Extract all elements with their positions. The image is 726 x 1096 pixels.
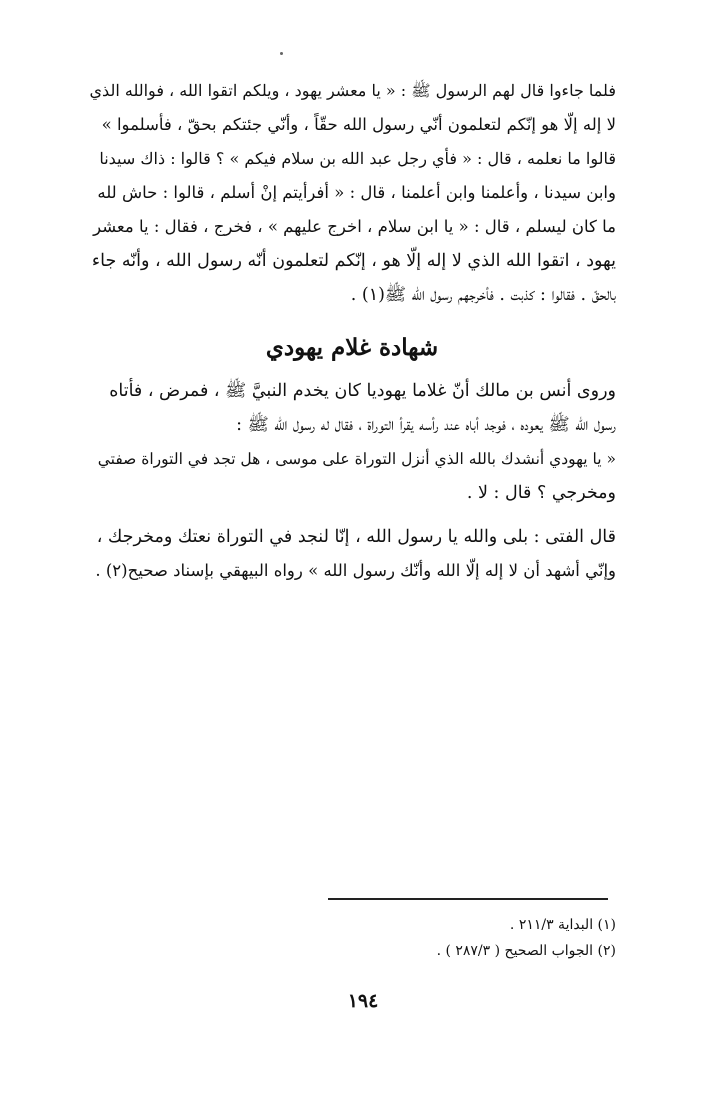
text-line: « يا يهودي أنشدك بالله الذي أنزل التوراة على موسى ، هل تجد في التوراة صفتي [97,450,616,468]
text-line: رسول الله ﷺ يعوده ، فوجد أباه عند رأسه يقرأ التوراة ، فقال له رسول الله ﷺ : [236,415,616,435]
footnote: (٢) الجواب الصحيح ( ٢٨٧/٣ ) . [436,943,616,959]
footnote: (١) البداية ٢١١/٣ . [509,917,616,933]
text-line: ومخرجي ؟ قال : لا . [466,483,616,503]
paragraph-3 [88,520,616,588]
page-speck [280,52,283,55]
text-line: فلما جاءوا قال لهم الرسول ﷺ : « يا معشر يهود ، ويلكم اتقوا الله ، فوالله الذي [89,81,616,100]
text-line: بالحقّ . فقالوا : كذبت . فأخرجهم رسول الله ﷺ(١) . [350,285,616,305]
text-line: وروى أنس بن مالك أنّ غلاما يهوديا كان يخدم النبيَّ ﷺ ، فمرض ، فأتاه [109,381,616,401]
text-line: لا إله إلّا هو إنّكم لتعلمون أنّي رسول الله حقّاً ، وأنّي جئتكم بحقّ ، فأسلموا » [101,115,616,134]
text-line: وإنّي أشهد أن لا إله إلّا الله وأنّك رسول الله » رواه البيهقي بإسناد صحيح(٢) . [95,561,616,580]
page-number: ١٩٤ [347,990,379,1012]
paragraph-2 [88,374,616,510]
text-line: وابن سيدنا ، وأعلمنا وابن أعلمنا ، قال : « أفرأيتم إنْ أسلم ، قالوا : حاش لله [97,183,616,202]
paragraph-1 [88,74,616,312]
text-line: ما كان ليسلم ، قال : « يا ابن سلام ، اخرج عليهم » ، فخرج ، فقال : يا معشر [93,217,616,236]
text-line: يهود ، اتقوا الله الذي لا إله إلّا هو ، إنّكم لتعلمون أنّه رسول الله ، وأنّه جاء [91,251,616,271]
footnotes [88,912,616,964]
text-line: قالوا ما نعلمه ، قال : « فأي رجل عبد الله بن سلام فيكم » ؟ قالوا : ذاك سيدنا [99,149,616,168]
section-heading: شهادة غلام يهودي [265,334,439,361]
footnote-separator [328,898,608,900]
text-line: قال الفتى : بلى والله يا رسول الله ، إنّا لنجد في التوراة نعتك ومخرجك ، [96,527,616,547]
